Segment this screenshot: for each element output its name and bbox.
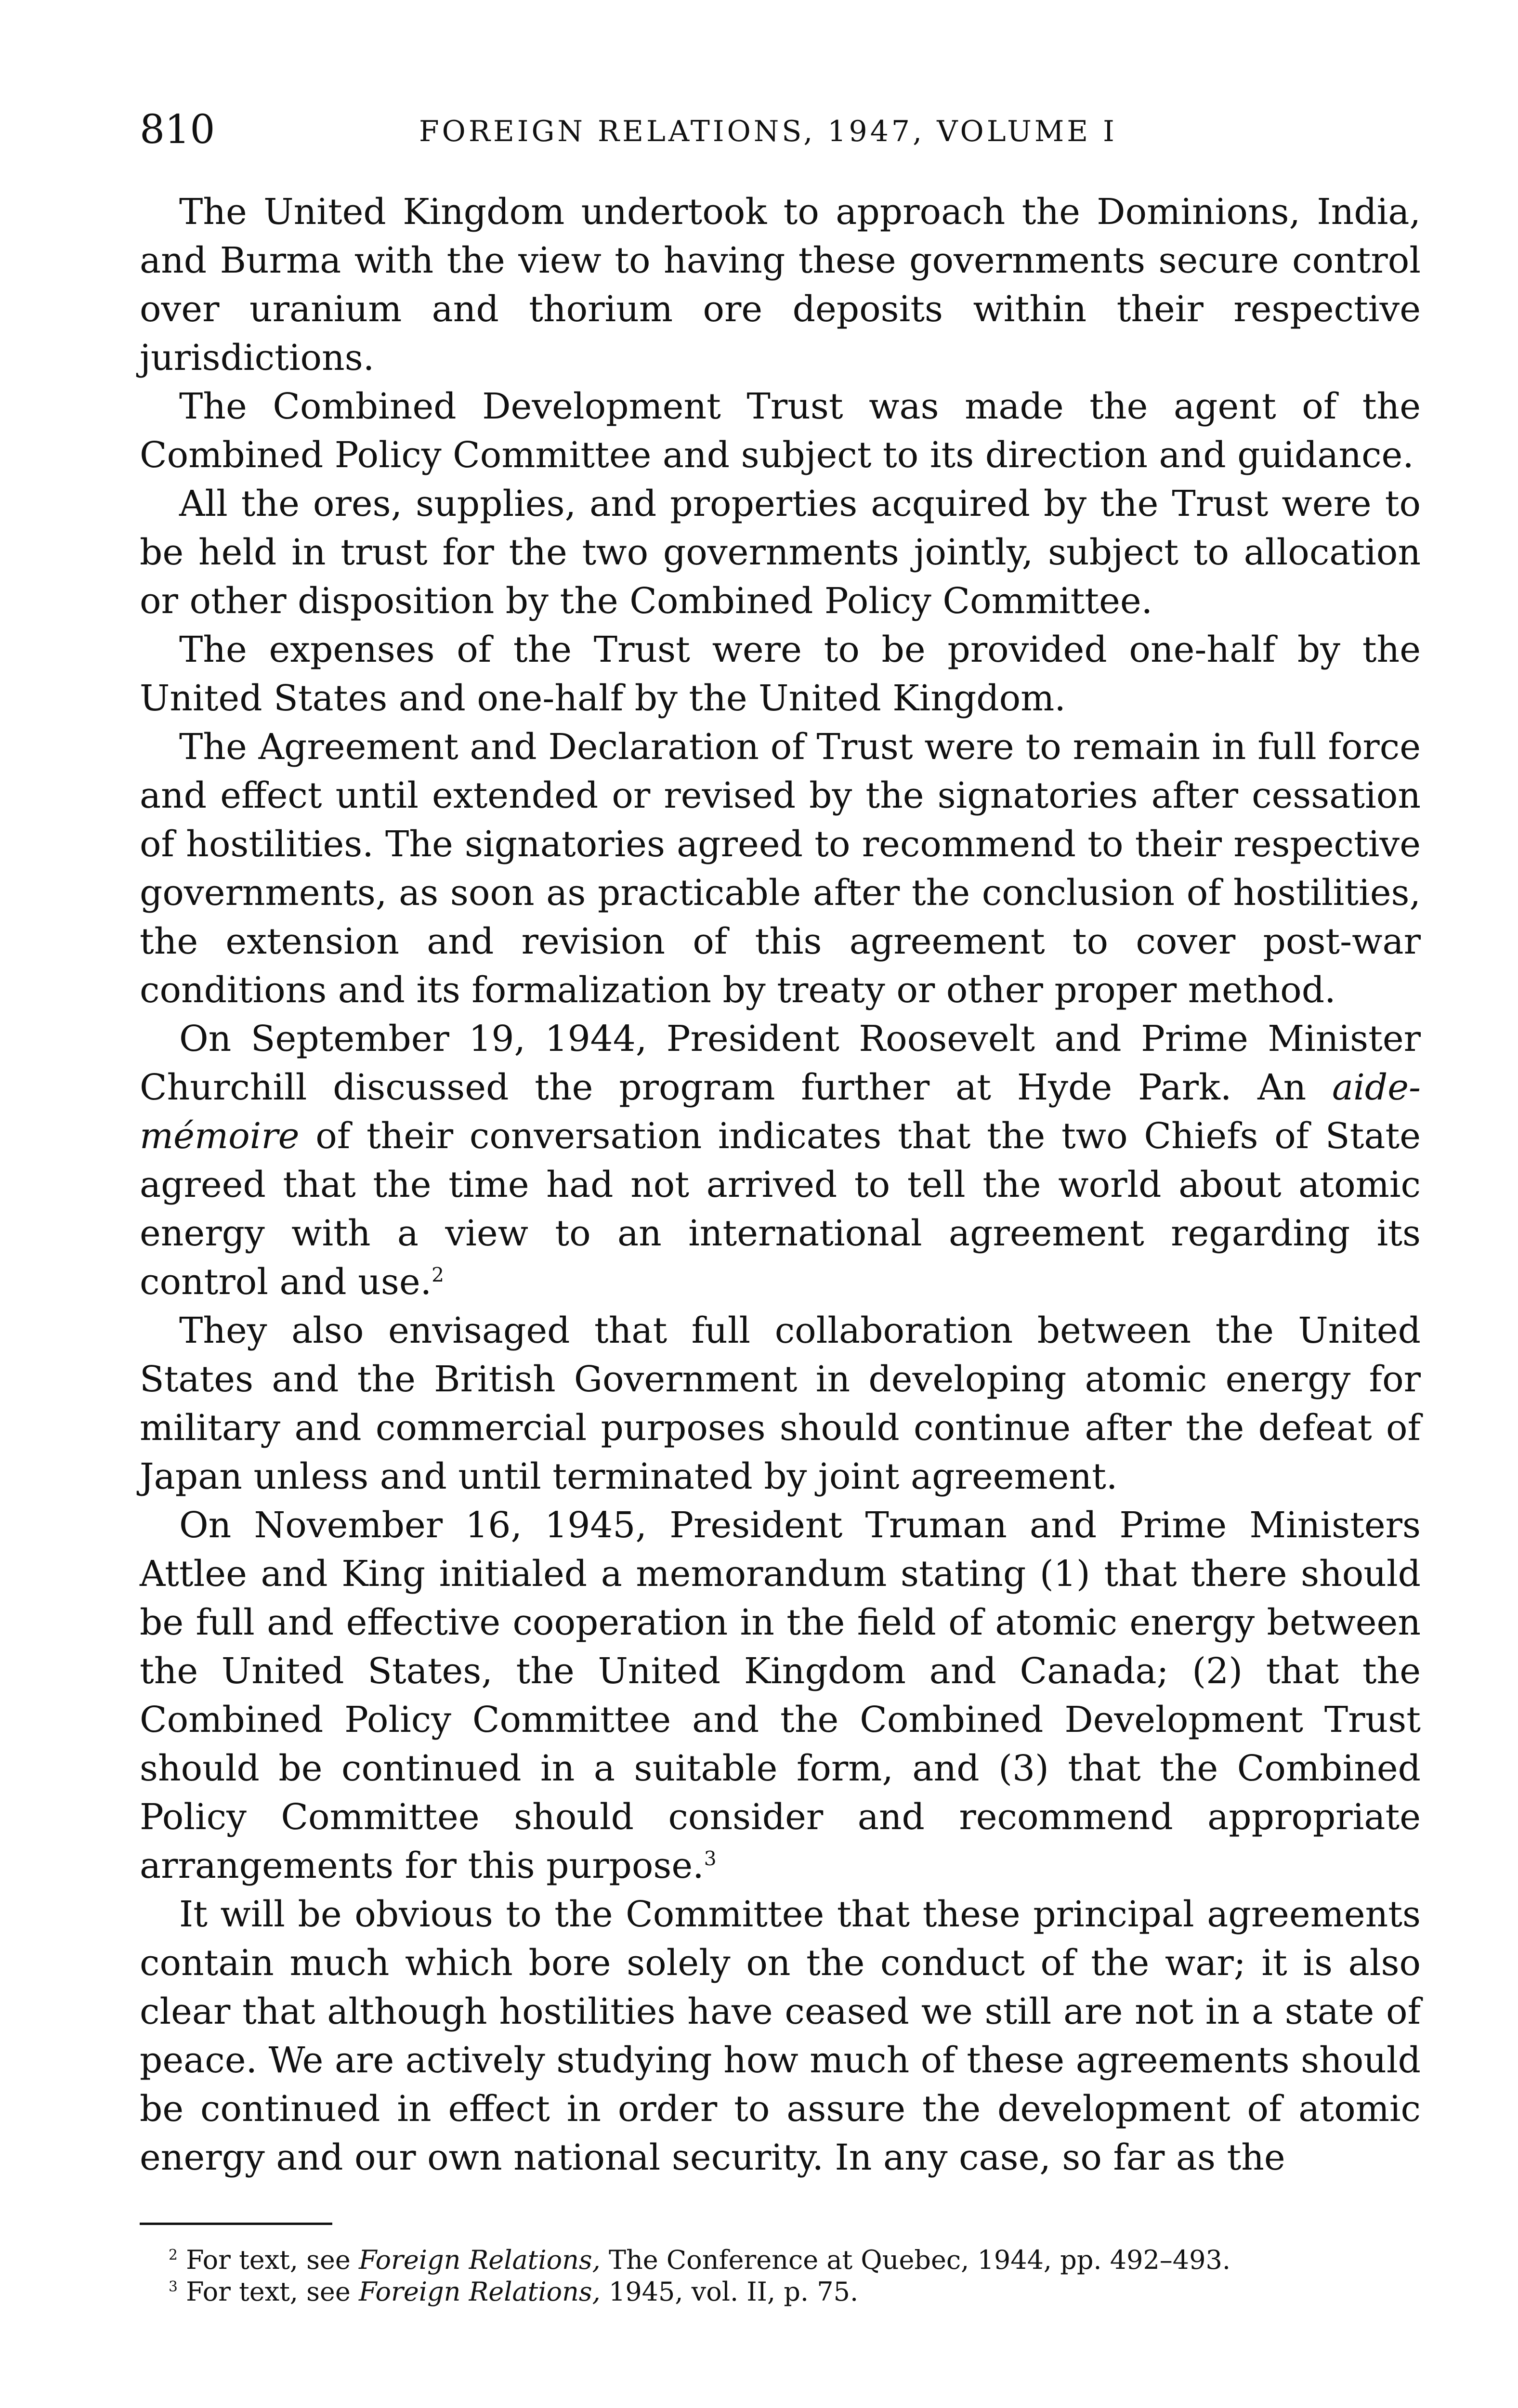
footnote-text: For text, see — [186, 2245, 359, 2275]
paragraph: They also envisaged that full collaboration between the United States and the British Government in developing atomic energy for military and commercial purposes should continue after the defeat of Japan unless and until terminated by joint agreement. — [140, 1310, 1421, 1497]
footnote-marker: 2 — [169, 2247, 178, 2264]
paragraph — [140, 1501, 1421, 1890]
footnote-italic: Foreign Relations, — [359, 2277, 601, 2307]
footnote-text: 1945, vol. II, p. 75. — [600, 2277, 859, 2307]
paragraph: It will be obvious to the Committee that these principal agreements contain much which bore solely on the conduct of the war; it is also clear that although hostilities have ceased we still are not in a state of peace. We are actively studying how much of these agreements should be continued in effect in order to assure the development of atomic energy and our own national security. In any case, so far as the — [140, 1894, 1421, 2178]
running-title: FOREIGN RELATIONS, 1947, VOLUME I — [419, 115, 1117, 148]
footnote-reference: 3 — [704, 1847, 717, 1871]
italic-term: aide-mémoire — [140, 1067, 1421, 1157]
footnotes — [140, 2244, 1421, 2308]
footnote — [140, 2276, 1421, 2308]
paragraph: The Agreement and Declaration of Trust were to remain in full force and effect until extended or revised by the signatories after cessation of hostilities. The signatories agreed to recommend to their respective governments, as soon as practicable after the conclusion of hostilities, the extension and revision of this agreement to cover post-war conditions and its formalization by treaty or other proper method. — [140, 726, 1421, 1011]
page-number: 810 — [140, 107, 215, 153]
paragraph-text: On September 19, 1944, President Roosevelt and Prime Minister Churchill discussed the program further at Hyde Park. An — [140, 1018, 1421, 1108]
body-text — [140, 188, 1421, 2182]
running-head — [140, 104, 1421, 157]
paragraph — [140, 1015, 1421, 1307]
paragraph: The expenses of the Trust were to be provided one-half by the United States and one-half by the United Kingdom. — [140, 629, 1421, 719]
footnote — [140, 2244, 1421, 2276]
paragraph: All the ores, supplies, and properties acquired by the Trust were to be held in trust for the two governments jointly, subject to allocation or other disposition by the Combined Policy Committee. — [140, 483, 1421, 622]
footnote-text: For text, see — [186, 2277, 359, 2307]
paragraph: The Combined Development Trust was made the agent of the Combined Policy Committee and subject to its direction and guidance. — [140, 386, 1421, 476]
paragraph-text: of their conversation indicates that the two Chiefs of State agreed that the time had not arrived to tell the world about atomic energy with a view to an international agreement regarding its control and use. — [140, 1115, 1421, 1303]
footnote-text: The Conference at Quebec, 1944, pp. 492–493. — [600, 2245, 1231, 2275]
footnote-divider — [140, 2223, 332, 2225]
footnote-italic: Foreign Relations, — [359, 2245, 601, 2275]
paragraph-text: On November 16, 1945, President Truman and Prime Ministers Attlee and King initialed a memorandum stating (1) that there should be full and effective cooperation in the field of atomic energy between the United States, the United Kingdom and Canada; (2) that the Combined Policy Committee and the Combined Development Trust should be continued in a suitable form, and (3) that the Combined Policy Committee should consider and recommend appropriate arrangements for this purpose. — [140, 1505, 1421, 1886]
footnote-marker: 3 — [169, 2278, 178, 2295]
footnote-reference: 2 — [432, 1263, 445, 1287]
paragraph: The United Kingdom undertook to approach the Dominions, India, and Burma with the view to having these governments secure control over uranium and thorium ore deposits within their respective jurisdictions. — [140, 191, 1421, 379]
